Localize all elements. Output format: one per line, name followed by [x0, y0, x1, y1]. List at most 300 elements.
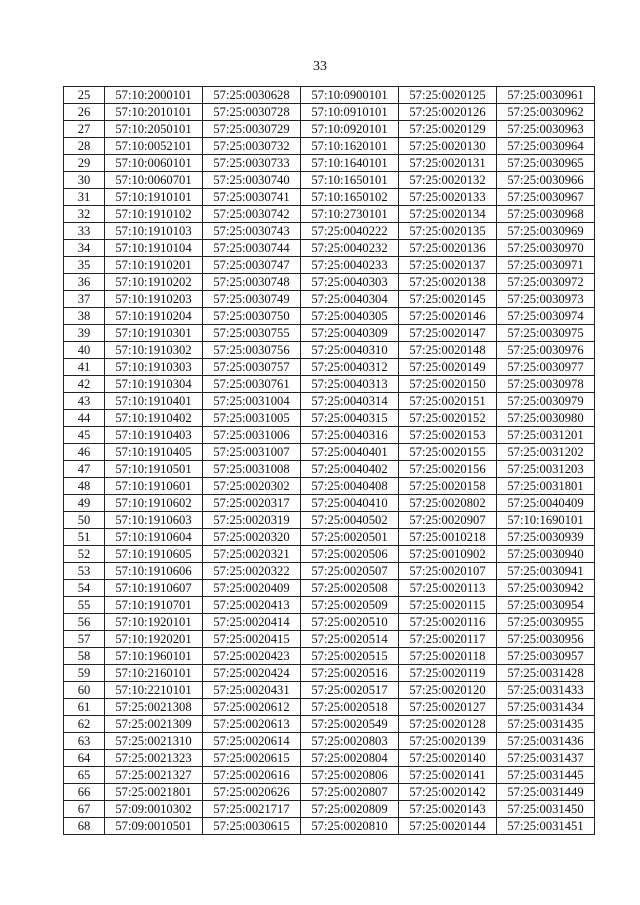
cadastral-number-cell: 57:25:0030756 — [203, 342, 301, 359]
cadastral-number-cell: 57:25:0020143 — [399, 801, 497, 818]
cadastral-number-cell: 57:25:0040303 — [301, 274, 399, 291]
cadastral-number-cell: 57:25:0020148 — [399, 342, 497, 359]
cadastral-number-cell: 57:25:0030729 — [203, 121, 301, 138]
cadastral-number-cell: 57:10:1920201 — [105, 631, 203, 648]
cadastral-number-cell: 57:10:1910401 — [105, 393, 203, 410]
cadastral-number-cell: 57:25:0020119 — [399, 665, 497, 682]
cadastral-number-cell: 57:25:0031202 — [497, 444, 595, 461]
cadastral-number-cell: 57:10:1910101 — [105, 189, 203, 206]
row-number-cell: 64 — [64, 750, 105, 767]
row-number-cell: 47 — [64, 461, 105, 478]
cadastral-number-cell: 57:25:0020626 — [203, 784, 301, 801]
table-row — [64, 512, 595, 529]
cadastral-number-cell: 57:10:0910101 — [301, 104, 399, 121]
cadastral-number-cell: 57:25:0040401 — [301, 444, 399, 461]
cadastral-number-cell: 57:25:0030966 — [497, 172, 595, 189]
cadastral-number-cell: 57:10:1910601 — [105, 478, 203, 495]
cadastral-number-cell: 57:10:1620101 — [301, 138, 399, 155]
cadastral-number-cell: 57:10:1910204 — [105, 308, 203, 325]
row-number-cell: 66 — [64, 784, 105, 801]
cadastral-number-cell: 57:25:0020317 — [203, 495, 301, 512]
table-row — [64, 563, 595, 580]
cadastral-number-cell: 57:25:0030742 — [203, 206, 301, 223]
row-number-cell: 62 — [64, 716, 105, 733]
cadastral-number-cell: 57:25:0030733 — [203, 155, 301, 172]
table-row — [64, 818, 595, 835]
cadastral-number-cell: 57:25:0040402 — [301, 461, 399, 478]
cadastral-number-cell: 57:10:1920101 — [105, 614, 203, 631]
cadastral-number-cell: 57:25:0030755 — [203, 325, 301, 342]
table-row — [64, 750, 595, 767]
row-number-cell: 45 — [64, 427, 105, 444]
row-number-cell: 33 — [64, 223, 105, 240]
cadastral-number-cell: 57:25:0020507 — [301, 563, 399, 580]
cadastral-numbers-table — [63, 86, 595, 835]
cadastral-number-cell: 57:25:0020809 — [301, 801, 399, 818]
cadastral-number-cell: 57:25:0020549 — [301, 716, 399, 733]
cadastral-number-cell: 57:25:0020132 — [399, 172, 497, 189]
cadastral-number-cell: 57:25:0020517 — [301, 682, 399, 699]
cadastral-number-cell: 57:25:0030962 — [497, 104, 595, 121]
cadastral-number-cell: 57:25:0040314 — [301, 393, 399, 410]
cadastral-number-cell: 57:25:0021308 — [105, 699, 203, 716]
cadastral-number-cell: 57:25:0030972 — [497, 274, 595, 291]
cadastral-number-cell: 57:25:0020321 — [203, 546, 301, 563]
cadastral-number-cell: 57:25:0020144 — [399, 818, 497, 835]
row-number-cell: 54 — [64, 580, 105, 597]
page-number: 33 — [313, 59, 327, 74]
cadastral-number-cell: 57:25:0020510 — [301, 614, 399, 631]
row-number-cell: 37 — [64, 291, 105, 308]
cadastral-number-cell: 57:25:0020804 — [301, 750, 399, 767]
cadastral-number-cell: 57:25:0030957 — [497, 648, 595, 665]
cadastral-number-cell: 57:25:0020151 — [399, 393, 497, 410]
cadastral-number-cell: 57:25:0030978 — [497, 376, 595, 393]
cadastral-number-cell: 57:25:0030979 — [497, 393, 595, 410]
cadastral-number-cell: 57:10:1910403 — [105, 427, 203, 444]
cadastral-number-cell: 57:10:1910607 — [105, 580, 203, 597]
cadastral-number-cell: 57:10:1910606 — [105, 563, 203, 580]
cadastral-number-cell: 57:25:0030955 — [497, 614, 595, 631]
table-row — [64, 733, 595, 750]
row-number-cell: 57 — [64, 631, 105, 648]
table-row — [64, 87, 595, 104]
cadastral-number-cell: 57:25:0020613 — [203, 716, 301, 733]
row-number-cell: 55 — [64, 597, 105, 614]
cadastral-number-cell: 57:25:0020133 — [399, 189, 497, 206]
table-row — [64, 665, 595, 682]
cadastral-number-cell: 57:25:0020118 — [399, 648, 497, 665]
row-number-cell: 30 — [64, 172, 105, 189]
table-row — [64, 410, 595, 427]
cadastral-number-cell: 57:25:0020806 — [301, 767, 399, 784]
table-row — [64, 461, 595, 478]
row-number-cell: 34 — [64, 240, 105, 257]
cadastral-number-cell: 57:25:0020516 — [301, 665, 399, 682]
row-number-cell: 46 — [64, 444, 105, 461]
row-number-cell: 58 — [64, 648, 105, 665]
cadastral-number-cell: 57:25:0021309 — [105, 716, 203, 733]
cadastral-number-cell: 57:10:2000101 — [105, 87, 203, 104]
cadastral-number-cell: 57:25:0020907 — [399, 512, 497, 529]
cadastral-number-cell: 57:25:0031450 — [497, 801, 595, 818]
cadastral-number-cell: 57:25:0030749 — [203, 291, 301, 308]
cadastral-number-cell: 57:25:0040305 — [301, 308, 399, 325]
cadastral-number-cell: 57:10:2160101 — [105, 665, 203, 682]
table-row — [64, 529, 595, 546]
row-number-cell: 56 — [64, 614, 105, 631]
cadastral-number-cell: 57:25:0020810 — [301, 818, 399, 835]
row-number-cell: 31 — [64, 189, 105, 206]
cadastral-number-cell: 57:09:0010302 — [105, 801, 203, 818]
cadastral-number-cell: 57:25:0030967 — [497, 189, 595, 206]
cadastral-number-cell: 57:10:1910603 — [105, 512, 203, 529]
cadastral-number-cell: 57:25:0040309 — [301, 325, 399, 342]
table-row — [64, 189, 595, 206]
row-number-cell: 60 — [64, 682, 105, 699]
cadastral-number-cell: 57:25:0031436 — [497, 733, 595, 750]
table-row — [64, 291, 595, 308]
cadastral-number-cell: 57:25:0031005 — [203, 410, 301, 427]
cadastral-number-cell: 57:25:0020135 — [399, 223, 497, 240]
table-row — [64, 444, 595, 461]
cadastral-number-cell: 57:25:0020140 — [399, 750, 497, 767]
row-number-cell: 48 — [64, 478, 105, 495]
cadastral-number-cell: 57:10:0920101 — [301, 121, 399, 138]
cadastral-number-cell: 57:10:1650102 — [301, 189, 399, 206]
cadastral-number-cell: 57:25:0030971 — [497, 257, 595, 274]
row-number-cell: 44 — [64, 410, 105, 427]
cadastral-number-cell: 57:25:0020150 — [399, 376, 497, 393]
cadastral-number-cell: 57:25:0020120 — [399, 682, 497, 699]
cadastral-number-cell: 57:10:1650101 — [301, 172, 399, 189]
cadastral-number-cell: 57:10:1910701 — [105, 597, 203, 614]
row-number-cell: 32 — [64, 206, 105, 223]
cadastral-number-cell: 57:25:0020145 — [399, 291, 497, 308]
cadastral-number-cell: 57:25:0031433 — [497, 682, 595, 699]
row-number-cell: 28 — [64, 138, 105, 155]
cadastral-number-cell: 57:25:0020807 — [301, 784, 399, 801]
table-row — [64, 495, 595, 512]
table-row — [64, 393, 595, 410]
table-row — [64, 478, 595, 495]
cadastral-number-cell: 57:25:0020612 — [203, 699, 301, 716]
cadastral-number-cell: 57:10:2210101 — [105, 682, 203, 699]
table-row — [64, 155, 595, 172]
table-row — [64, 325, 595, 342]
table-row — [64, 580, 595, 597]
cadastral-number-cell: 57:25:0030747 — [203, 257, 301, 274]
table-row — [64, 716, 595, 733]
cadastral-number-cell: 57:25:0010902 — [399, 546, 497, 563]
cadastral-number-cell: 57:25:0031434 — [497, 699, 595, 716]
row-number-cell: 38 — [64, 308, 105, 325]
cadastral-number-cell: 57:25:0031428 — [497, 665, 595, 682]
cadastral-number-cell: 57:25:0030939 — [497, 529, 595, 546]
cadastral-number-cell: 57:25:0030942 — [497, 580, 595, 597]
cadastral-number-cell: 57:25:0020423 — [203, 648, 301, 665]
cadastral-number-cell: 57:10:1910303 — [105, 359, 203, 376]
cadastral-number-cell: 57:25:0020146 — [399, 308, 497, 325]
table-row — [64, 376, 595, 393]
row-number-cell: 51 — [64, 529, 105, 546]
cadastral-number-cell: 57:25:0031451 — [497, 818, 595, 835]
row-number-cell: 63 — [64, 733, 105, 750]
table-row — [64, 546, 595, 563]
cadastral-number-cell: 57:25:0040315 — [301, 410, 399, 427]
row-number-cell: 65 — [64, 767, 105, 784]
cadastral-number-cell: 57:25:0020508 — [301, 580, 399, 597]
cadastral-number-cell: 57:25:0030973 — [497, 291, 595, 308]
row-number-cell: 29 — [64, 155, 105, 172]
cadastral-number-cell: 57:25:0030961 — [497, 87, 595, 104]
cadastral-number-cell: 57:25:0030757 — [203, 359, 301, 376]
cadastral-number-cell: 57:25:0020414 — [203, 614, 301, 631]
cadastral-number-cell: 57:10:1910302 — [105, 342, 203, 359]
cadastral-number-cell: 57:25:0021327 — [105, 767, 203, 784]
cadastral-number-cell: 57:25:0030965 — [497, 155, 595, 172]
cadastral-number-cell: 57:25:0020137 — [399, 257, 497, 274]
cadastral-number-cell: 57:25:0020128 — [399, 716, 497, 733]
cadastral-number-cell: 57:25:0020615 — [203, 750, 301, 767]
table-row — [64, 682, 595, 699]
cadastral-number-cell: 57:25:0030628 — [203, 87, 301, 104]
cadastral-number-cell: 57:25:0030969 — [497, 223, 595, 240]
table-row — [64, 648, 595, 665]
cadastral-number-cell: 57:25:0021323 — [105, 750, 203, 767]
cadastral-number-cell: 57:25:0020509 — [301, 597, 399, 614]
cadastral-number-cell: 57:25:0030741 — [203, 189, 301, 206]
cadastral-number-cell: 57:25:0040410 — [301, 495, 399, 512]
cadastral-number-cell: 57:25:0040316 — [301, 427, 399, 444]
cadastral-number-cell: 57:25:0030941 — [497, 563, 595, 580]
cadastral-number-cell: 57:10:2050101 — [105, 121, 203, 138]
cadastral-number-cell: 57:10:1910604 — [105, 529, 203, 546]
cadastral-number-cell: 57:25:0031449 — [497, 784, 595, 801]
table-row — [64, 699, 595, 716]
cadastral-number-cell: 57:25:0020409 — [203, 580, 301, 597]
cadastral-number-cell: 57:25:0030954 — [497, 597, 595, 614]
table-body — [64, 87, 595, 835]
cadastral-number-cell: 57:10:1960101 — [105, 648, 203, 665]
cadastral-number-cell: 57:25:0030964 — [497, 138, 595, 155]
cadastral-number-cell: 57:25:0031445 — [497, 767, 595, 784]
row-number-cell: 43 — [64, 393, 105, 410]
cadastral-number-cell: 57:25:0020125 — [399, 87, 497, 104]
cadastral-number-cell: 57:25:0020155 — [399, 444, 497, 461]
cadastral-number-cell: 57:25:0020415 — [203, 631, 301, 648]
table-row — [64, 240, 595, 257]
cadastral-number-cell: 57:25:0031004 — [203, 393, 301, 410]
table-row — [64, 206, 595, 223]
cadastral-number-cell: 57:10:1910202 — [105, 274, 203, 291]
cadastral-number-cell: 57:25:0020138 — [399, 274, 497, 291]
cadastral-number-cell: 57:25:0031008 — [203, 461, 301, 478]
cadastral-number-cell: 57:25:0030940 — [497, 546, 595, 563]
table-row — [64, 427, 595, 444]
cadastral-number-cell: 57:25:0031437 — [497, 750, 595, 767]
table-row — [64, 359, 595, 376]
row-number-cell: 53 — [64, 563, 105, 580]
cadastral-number-cell: 57:25:0020156 — [399, 461, 497, 478]
cadastral-number-cell: 57:25:0020424 — [203, 665, 301, 682]
cadastral-number-cell: 57:25:0021801 — [105, 784, 203, 801]
table-row — [64, 257, 595, 274]
row-number-cell: 42 — [64, 376, 105, 393]
cadastral-number-cell: 57:25:0031006 — [203, 427, 301, 444]
table-row — [64, 138, 595, 155]
cadastral-number-cell: 57:25:0020803 — [301, 733, 399, 750]
cadastral-number-cell: 57:25:0020616 — [203, 767, 301, 784]
cadastral-number-cell: 57:25:0030744 — [203, 240, 301, 257]
cadastral-number-cell: 57:25:0040222 — [301, 223, 399, 240]
cadastral-number-cell: 57:10:1910501 — [105, 461, 203, 478]
cadastral-number-cell: 57:25:0021717 — [203, 801, 301, 818]
cadastral-number-cell: 57:10:0060701 — [105, 172, 203, 189]
cadastral-number-cell: 57:25:0020431 — [203, 682, 301, 699]
cadastral-number-cell: 57:25:0020320 — [203, 529, 301, 546]
cadastral-number-cell: 57:10:2010101 — [105, 104, 203, 121]
cadastral-number-cell: 57:25:0020501 — [301, 529, 399, 546]
cadastral-number-cell: 57:25:0020130 — [399, 138, 497, 155]
cadastral-number-cell: 57:25:0030740 — [203, 172, 301, 189]
cadastral-number-cell: 57:10:2730101 — [301, 206, 399, 223]
table-row — [64, 104, 595, 121]
table-row — [64, 274, 595, 291]
cadastral-number-cell: 57:25:0040233 — [301, 257, 399, 274]
cadastral-number-cell: 57:25:0020147 — [399, 325, 497, 342]
table-row — [64, 121, 595, 138]
cadastral-number-cell: 57:25:0030968 — [497, 206, 595, 223]
cadastral-number-cell: 57:10:0900101 — [301, 87, 399, 104]
table-row — [64, 801, 595, 818]
cadastral-number-cell: 57:25:0020153 — [399, 427, 497, 444]
cadastral-number-cell: 57:25:0020129 — [399, 121, 497, 138]
row-number-cell: 26 — [64, 104, 105, 121]
cadastral-number-cell: 57:10:1910104 — [105, 240, 203, 257]
cadastral-number-cell: 57:10:0052101 — [105, 138, 203, 155]
cadastral-number-cell: 57:25:0031201 — [497, 427, 595, 444]
row-number-cell: 59 — [64, 665, 105, 682]
cadastral-number-cell: 57:25:0020136 — [399, 240, 497, 257]
row-number-cell: 35 — [64, 257, 105, 274]
cadastral-number-cell: 57:25:0030975 — [497, 325, 595, 342]
row-number-cell: 27 — [64, 121, 105, 138]
table-row — [64, 614, 595, 631]
cadastral-number-cell: 57:25:0020126 — [399, 104, 497, 121]
cadastral-number-cell: 57:25:0020302 — [203, 478, 301, 495]
row-number-cell: 68 — [64, 818, 105, 835]
cadastral-number-cell: 57:10:1910602 — [105, 495, 203, 512]
cadastral-number-cell: 57:25:0040304 — [301, 291, 399, 308]
row-number-cell: 36 — [64, 274, 105, 291]
cadastral-number-cell: 57:10:1690101 — [497, 512, 595, 529]
cadastral-number-cell: 57:25:0020107 — [399, 563, 497, 580]
cadastral-number-cell: 57:10:1910301 — [105, 325, 203, 342]
cadastral-number-cell: 57:25:0020116 — [399, 614, 497, 631]
cadastral-number-cell: 57:25:0030980 — [497, 410, 595, 427]
cadastral-number-cell: 57:25:0040408 — [301, 478, 399, 495]
cadastral-number-cell: 57:25:0020131 — [399, 155, 497, 172]
cadastral-number-cell: 57:25:0020149 — [399, 359, 497, 376]
cadastral-number-cell: 57:25:0020141 — [399, 767, 497, 784]
cadastral-number-cell: 57:25:0020802 — [399, 495, 497, 512]
cadastral-number-cell: 57:10:1910402 — [105, 410, 203, 427]
cadastral-number-cell: 57:25:0020127 — [399, 699, 497, 716]
table-row — [64, 223, 595, 240]
cadastral-number-cell: 57:10:1910103 — [105, 223, 203, 240]
cadastral-number-cell: 57:25:0020139 — [399, 733, 497, 750]
cadastral-number-cell: 57:25:0030761 — [203, 376, 301, 393]
cadastral-number-cell: 57:25:0020515 — [301, 648, 399, 665]
cadastral-number-cell: 57:10:1910102 — [105, 206, 203, 223]
cadastral-number-cell: 57:25:0030956 — [497, 631, 595, 648]
cadastral-number-cell: 57:25:0040409 — [497, 495, 595, 512]
row-number-cell: 25 — [64, 87, 105, 104]
row-number-cell: 50 — [64, 512, 105, 529]
cadastral-number-cell: 57:25:0030970 — [497, 240, 595, 257]
cadastral-number-cell: 57:25:0020152 — [399, 410, 497, 427]
cadastral-number-cell: 57:10:1910304 — [105, 376, 203, 393]
row-number-cell: 52 — [64, 546, 105, 563]
cadastral-number-cell: 57:25:0030974 — [497, 308, 595, 325]
cadastral-number-cell: 57:10:1910201 — [105, 257, 203, 274]
cadastral-number-cell: 57:25:0010218 — [399, 529, 497, 546]
table-row — [64, 767, 595, 784]
cadastral-number-cell: 57:25:0031435 — [497, 716, 595, 733]
cadastral-number-cell: 57:10:1910605 — [105, 546, 203, 563]
cadastral-number-cell: 57:10:0060101 — [105, 155, 203, 172]
cadastral-number-cell: 57:25:0031007 — [203, 444, 301, 461]
cadastral-number-cell: 57:10:1910203 — [105, 291, 203, 308]
row-number-cell: 40 — [64, 342, 105, 359]
cadastral-number-cell: 57:09:0010501 — [105, 818, 203, 835]
cadastral-number-cell: 57:25:0021310 — [105, 733, 203, 750]
cadastral-number-cell: 57:25:0030976 — [497, 342, 595, 359]
row-number-cell: 61 — [64, 699, 105, 716]
cadastral-number-cell: 57:25:0040312 — [301, 359, 399, 376]
table-row — [64, 172, 595, 189]
cadastral-number-cell: 57:25:0020115 — [399, 597, 497, 614]
cadastral-number-cell: 57:25:0040502 — [301, 512, 399, 529]
table-row — [64, 308, 595, 325]
cadastral-number-cell: 57:25:0020614 — [203, 733, 301, 750]
table-row — [64, 784, 595, 801]
cadastral-number-cell: 57:10:1640101 — [301, 155, 399, 172]
cadastral-number-cell: 57:25:0020134 — [399, 206, 497, 223]
cadastral-number-cell: 57:25:0020514 — [301, 631, 399, 648]
cadastral-number-cell: 57:25:0030732 — [203, 138, 301, 155]
row-number-cell: 41 — [64, 359, 105, 376]
table-row — [64, 342, 595, 359]
cadastral-number-cell: 57:25:0030615 — [203, 818, 301, 835]
cadastral-number-cell: 57:25:0020322 — [203, 563, 301, 580]
row-number-cell: 49 — [64, 495, 105, 512]
cadastral-number-cell: 57:25:0031203 — [497, 461, 595, 478]
cadastral-number-cell: 57:25:0020518 — [301, 699, 399, 716]
cadastral-number-cell: 57:25:0030750 — [203, 308, 301, 325]
cadastral-number-cell: 57:25:0030743 — [203, 223, 301, 240]
cadastral-number-cell: 57:25:0020158 — [399, 478, 497, 495]
table-row — [64, 631, 595, 648]
cadastral-number-cell: 57:25:0030977 — [497, 359, 595, 376]
cadastral-number-cell: 57:25:0020319 — [203, 512, 301, 529]
cadastral-number-cell: 57:25:0031801 — [497, 478, 595, 495]
cadastral-number-cell: 57:25:0020117 — [399, 631, 497, 648]
cadastral-number-cell: 57:25:0040232 — [301, 240, 399, 257]
cadastral-number-cell: 57:25:0020413 — [203, 597, 301, 614]
cadastral-number-cell: 57:25:0020506 — [301, 546, 399, 563]
